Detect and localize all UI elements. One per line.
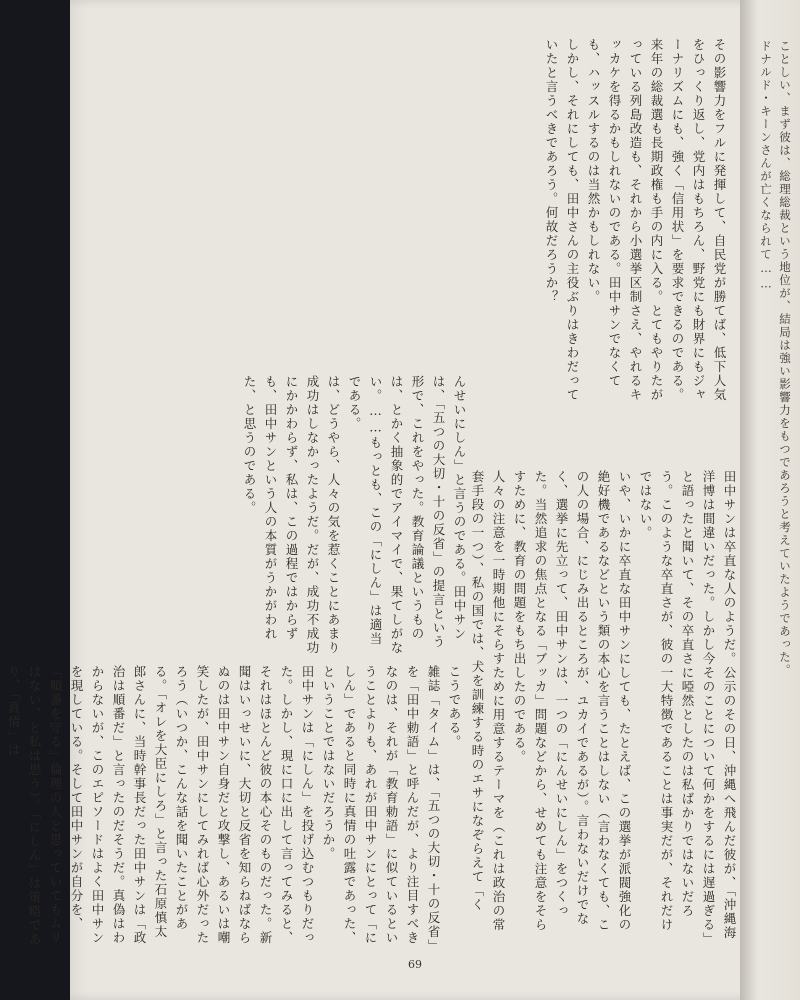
paragraph: んせいにしん」と言うのである。田中サンは、「五つの大切・十の反省」の提言という形で、これをやった。教育論議というものは、とかく抽象的でアイマイで、果てしがない。……もっとも、この「にしん」は適当である。	[347, 375, 467, 655]
next-page-edge	[740, 0, 800, 1000]
paragraph: その影響力をフルに発揮して、自民党が勝てば、低下人気をひっくり返し、党内はもちろん、野党にも財界にもジャーナリズムにも、強く「信用状」を要求できるのである。来年の総裁選も長期政権も手の内に入る。とてもやりたがっている列島改造も、それから小選挙区制さえ、やれるキッカケを得るかもしれないのである。田中サンでなくても、ハッスルするのは当然かもしれない。	[586, 38, 727, 402]
paragraph: 雑誌「タイム」は、「五つの大切・十の反省」を「田中勅語」と呼んだが、より注目すべきなのは、それが「教育勅語」に似ているということよりも、あれが田中サンにとって「にしん」であると同時に真情の吐露であった、ということではないだろうか。	[321, 665, 441, 947]
paragraph: は、どうやら、人々の気を惹くことにあまり成功はしなかったようだ。だが、成功不成功にかかわらず、私は、この過程ではからずも、田中サンという人の本質がうかがわれた、と思うのである。	[242, 375, 341, 655]
paragraph: 田中サンは「にしん」を投げ込むつもりだった。しかし、現に口に出して言ってみると、それはほとんど彼の本心そのものだった。新聞はいっせいに、大切と反省を知らねばならぬのは田中サン自身だと攻撃し、あるいは嘲笑したが、田中サンにしてみれば心外だったろう（いつか、こんな話を聞いたことがある。「オレを大臣にしろ」と言った石原慎太郎さんに、当時幹事長だった田中サンは「政治は順番だ」と言ったのだそうだ。真偽はわからないが、このエピソードはよく田中サンを現している。そして田中サンが自分を、「順番を守る」倫理の人と思っていてもムリはない、と私は思う）。「にしん」は策略であり、「真情」は	[6, 665, 315, 947]
paragraph: こうである。	[447, 665, 462, 749]
next-page-column	[746, 40, 794, 940]
lower-left-column	[6, 665, 465, 950]
paragraph: 田中サンは卒直な人のようだ。公示のその日、沖縄へ飛んだ彼が、「沖縄海洋博は間違いだった。しかし今そのことについて何かをするには遅過ぎる」と語ったと聞いて、その卒直さに啞然としたのは私ばかりではないだろう。このような卒直さが、彼の一大特徴であることは事実だが、それだけではない。	[638, 470, 737, 940]
paragraph: ことしい、まず彼は、総理総裁という地位が、結局は強い影響力をもつであろうと考えていたようであった。	[778, 40, 792, 677]
paragraph: 人々の注意を一時期他にそらすために用意するテーマを（これは政治の常套手段の一つ）、私の国では、犬を訓練する時のエサになぞらえて「く	[470, 470, 506, 932]
upper-right-column	[485, 38, 730, 403]
book-page	[6, 0, 760, 1000]
lower-right-column	[470, 470, 740, 945]
paragraph: しかし、それにしても、田中さんの主役ぶりはきわだっていたと言うべきであろう。何故だろうか？	[544, 38, 580, 402]
page-number: 69	[408, 958, 422, 971]
paragraph: ドナルド・キーンさんが亡くなられて……	[759, 40, 773, 292]
upper-left-column	[105, 375, 470, 655]
paragraph: いや、いかに卒直な田中サンにしても、たとえば、この選挙が派閥強化の絶好機であるなどという類の本心を言うことはしない（言わなくても、この人の場合、にじみ出るところが、ユカイであるが）。言わないだけでなく、選挙に先立って、田中サンは、一つの「にんせいにしん」をつくった。当然追求の焦点となる「ブッカ」問題などから、せめても注意をそらすために、教育の問題をもち出したのである。	[512, 470, 632, 932]
